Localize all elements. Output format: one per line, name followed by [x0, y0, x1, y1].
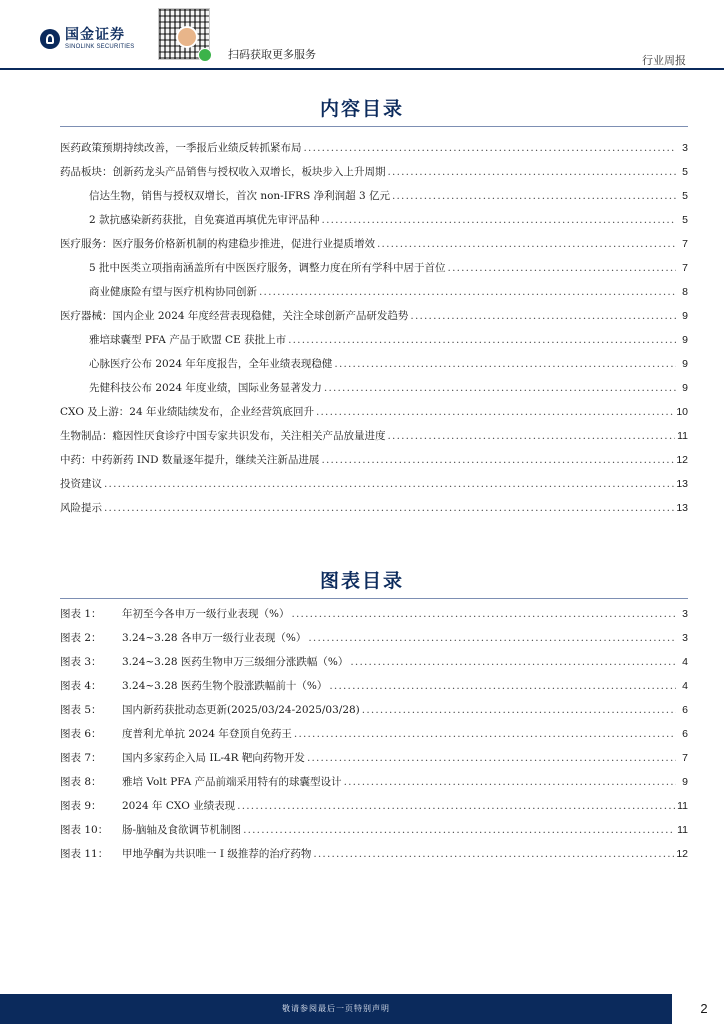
toc-entry[interactable] — [60, 376, 688, 400]
toc-entry[interactable] — [60, 280, 688, 304]
toc-leader-dots — [104, 472, 674, 496]
figure-entry-page: 4 — [682, 656, 688, 668]
figure-entry-label: 图表 8： — [60, 776, 102, 788]
figure-entry-title: 国内多家药企入局 IL-4R 靶向药物开发 — [122, 752, 305, 764]
toc-entry-page: 5 — [682, 166, 688, 178]
toc-entry-page: 12 — [676, 454, 688, 466]
toc-entry-page: 5 — [682, 214, 688, 226]
report-type-label: 行业周报 — [642, 54, 686, 67]
figure-entry[interactable] — [60, 770, 688, 794]
toc-entry-page: 9 — [682, 382, 688, 394]
logo-en-text: SINOLINK SECURITIES — [65, 44, 135, 50]
qr-code-icon[interactable] — [158, 8, 210, 60]
toc-entry-page: 7 — [682, 262, 688, 274]
figure-entry-page: 11 — [677, 800, 688, 812]
figure-entry[interactable] — [60, 722, 688, 746]
figure-entry-title: 甲地孕酮为共识唯一 I 级推荐的治疗药物 — [122, 848, 312, 860]
toc-leader-dots — [104, 496, 674, 520]
footer-disclaimer: 敬请参阅最后一页特别声明 — [282, 1004, 390, 1013]
figure-entry-label: 图表 10： — [60, 824, 109, 836]
toc-entry[interactable] — [60, 304, 688, 328]
toc-entry[interactable] — [60, 184, 688, 208]
toc-entry-page: 7 — [682, 238, 688, 250]
figure-entry-label: 图表 2： — [60, 632, 102, 644]
figure-entry-label: 图表 6： — [60, 728, 102, 740]
figure-entry-page: 6 — [682, 704, 688, 716]
figure-entry[interactable] — [60, 842, 688, 866]
toc-entry-title: 商业健康险有望与医疗机构协同创新 — [89, 286, 257, 298]
toc-entry-title: 医疗器械：国内企业 2024 年度经营表现稳健，关注全球创新产品研发趋势 — [60, 310, 409, 322]
figure-entry-page: 3 — [682, 632, 688, 644]
page-footer — [0, 994, 724, 1024]
toc-leader-dots — [392, 184, 676, 208]
toc-entry-page: 3 — [682, 142, 688, 154]
figure-entry[interactable] — [60, 602, 688, 626]
toc-entry-title: 药品板块：创新药龙头产品销售与授权收入双增长，板块步入上升周期 — [60, 166, 386, 178]
toc-leader-dots — [410, 304, 676, 328]
toc-entry-title: 医药政策预期持续改善，一季报后业绩反转抓紧布局 — [60, 142, 302, 154]
toc-leader-dots — [324, 376, 676, 400]
figure-entry[interactable] — [60, 674, 688, 698]
figure-entry[interactable] — [60, 746, 688, 770]
toc-entry[interactable] — [60, 472, 688, 496]
figure-entry[interactable] — [60, 794, 688, 818]
toc-entry[interactable] — [60, 136, 688, 160]
toc-entry-title: 先健科技公布 2024 年度业绩，国际业务显著发力 — [89, 382, 322, 394]
scan-service-text: 扫码获取更多服务 — [228, 48, 316, 61]
logo-mark-icon — [40, 29, 60, 49]
figure-entry-page: 7 — [682, 752, 688, 764]
toc-entry[interactable] — [60, 352, 688, 376]
figure-entry-title: 年初至今各申万一级行业表现（%） — [122, 608, 290, 620]
toc-entry-page: 9 — [682, 334, 688, 346]
toc-entry[interactable] — [60, 448, 688, 472]
figure-entry-label: 图表 7： — [60, 752, 102, 764]
figure-entry-title: 雅培 Volt PFA 产品前端采用特有的球囊型设计 — [122, 776, 342, 788]
figure-leader-dots — [307, 746, 676, 770]
toc-leader-dots — [259, 280, 676, 304]
toc-entry[interactable] — [60, 496, 688, 520]
contents-title: 内容目录 — [319, 98, 404, 120]
figure-entry-title: 国内新药获批动态更新(2025/03/24-2025/03/28) — [122, 704, 360, 716]
toc-leader-dots — [288, 328, 676, 352]
toc-entry-page: 5 — [682, 190, 688, 202]
figures-title: 图表目录 — [319, 570, 404, 592]
toc-leader-dots — [377, 232, 676, 256]
figure-entry-title: 3.24~3.28 各申万一级行业表现（%） — [122, 632, 307, 644]
figure-entry[interactable] — [60, 818, 688, 842]
figures-list — [60, 602, 688, 866]
figure-entry-title: 3.24~3.28 医药生物申万三级细分涨跌幅（%） — [122, 656, 349, 668]
header-divider — [0, 68, 724, 70]
toc-entry[interactable] — [60, 400, 688, 424]
toc-entry-title: 5 批中医类立项指南涵盖所有中医医疗服务，调整力度在所有学科中居于首位 — [89, 262, 446, 274]
toc-entry[interactable] — [60, 208, 688, 232]
sinolink-logo — [40, 28, 134, 50]
figure-entry-label: 图表 11： — [60, 848, 109, 860]
toc-leader-dots — [448, 256, 676, 280]
toc-entry[interactable] — [60, 328, 688, 352]
figure-entry[interactable] — [60, 698, 688, 722]
figure-leader-dots — [243, 818, 675, 842]
figure-leader-dots — [362, 698, 676, 722]
figures-rule — [60, 598, 688, 599]
figure-entry-title: 2024 年 CXO 业绩表现 — [122, 800, 236, 812]
figure-leader-dots — [294, 722, 676, 746]
figure-entry[interactable] — [60, 650, 688, 674]
toc-entry[interactable] — [60, 256, 688, 280]
figure-leader-dots — [237, 794, 675, 818]
page-header — [0, 0, 724, 70]
figure-entry-page: 11 — [677, 824, 688, 836]
toc-leader-dots — [322, 208, 676, 232]
toc-entry-page: 13 — [676, 478, 688, 490]
toc-entry-page: 10 — [676, 406, 688, 418]
figure-leader-dots — [344, 770, 676, 794]
toc-entry-title: 中药：中药新药 IND 数量逐年提升，继续关注新品进展 — [60, 454, 320, 466]
logo-cn-text: 国金证券 — [65, 27, 125, 43]
figure-entry-label: 图表 9： — [60, 800, 102, 812]
toc-entry-page: 8 — [682, 286, 688, 298]
toc-entry-title: 雅培球囊型 PFA 产品于欧盟 CE 获批上市 — [89, 334, 287, 346]
toc-entry-page: 11 — [677, 430, 688, 442]
figure-entry[interactable] — [60, 626, 688, 650]
toc-entry-title: 医疗服务：医疗服务价格新机制的构建稳步推进，促进行业提质增效 — [60, 238, 375, 250]
figure-leader-dots — [291, 602, 676, 626]
toc-entry-title: CXO 及上游：24 年业绩陆续发布，企业经营筑底回升 — [60, 406, 314, 418]
figure-entry-page: 3 — [682, 608, 688, 620]
figure-leader-dots — [329, 674, 676, 698]
figure-entry-label: 图表 5： — [60, 704, 102, 716]
figure-entry-page: 12 — [676, 848, 688, 860]
toc-entry-page: 13 — [676, 502, 688, 514]
qr-center-icon — [176, 26, 198, 48]
contents-list — [60, 136, 688, 520]
figure-entry-page: 6 — [682, 728, 688, 740]
toc-entry-page: 9 — [682, 310, 688, 322]
figure-entry-page: 4 — [682, 680, 688, 692]
toc-leader-dots — [388, 424, 676, 448]
toc-entry-title: 生物制品：瘾因性厌食诊疗中国专家共识发布，关注相关产品放量进度 — [60, 430, 386, 442]
toc-entry-title: 2 款抗感染新药获批，自免赛道再填优先审评品种 — [89, 214, 320, 226]
toc-entry-title: 信达生物，销售与授权双增长，首次 non-IFRS 净利润超 3 亿元 — [89, 190, 390, 202]
toc-entry-title: 风险提示 — [60, 502, 102, 514]
toc-leader-dots — [304, 136, 677, 160]
toc-leader-dots — [321, 448, 674, 472]
toc-entry-title: 心脉医疗公布 2024 年年度报告，全年业绩表现稳健 — [89, 358, 333, 370]
toc-entry[interactable] — [60, 232, 688, 256]
contents-rule — [60, 126, 688, 127]
figure-entry-label: 图表 1： — [60, 608, 102, 620]
toc-entry-page: 9 — [682, 358, 688, 370]
toc-leader-dots — [388, 160, 677, 184]
toc-entry-title: 投资建议 — [60, 478, 102, 490]
figure-entry-page: 9 — [682, 776, 688, 788]
toc-leader-dots — [316, 400, 674, 424]
toc-entry[interactable] — [60, 424, 688, 448]
toc-leader-dots — [334, 352, 676, 376]
figure-entry-title: 肠-脑轴及食欲调节机制图 — [122, 824, 242, 836]
figure-entry-label: 图表 4： — [60, 680, 102, 692]
figure-leader-dots — [313, 842, 674, 866]
figure-leader-dots — [308, 626, 676, 650]
figure-entry-title: 3.24~3.28 医药生物个股涨跌幅前十（%） — [122, 680, 328, 692]
figure-entry-label: 图表 3： — [60, 656, 102, 668]
wechat-icon — [198, 48, 212, 62]
figure-entry-title: 度普利尤单抗 2024 年登顶自免药王 — [122, 728, 292, 740]
figure-leader-dots — [350, 650, 676, 674]
toc-entry[interactable] — [60, 160, 688, 184]
page-number: 2 — [700, 1001, 708, 1016]
